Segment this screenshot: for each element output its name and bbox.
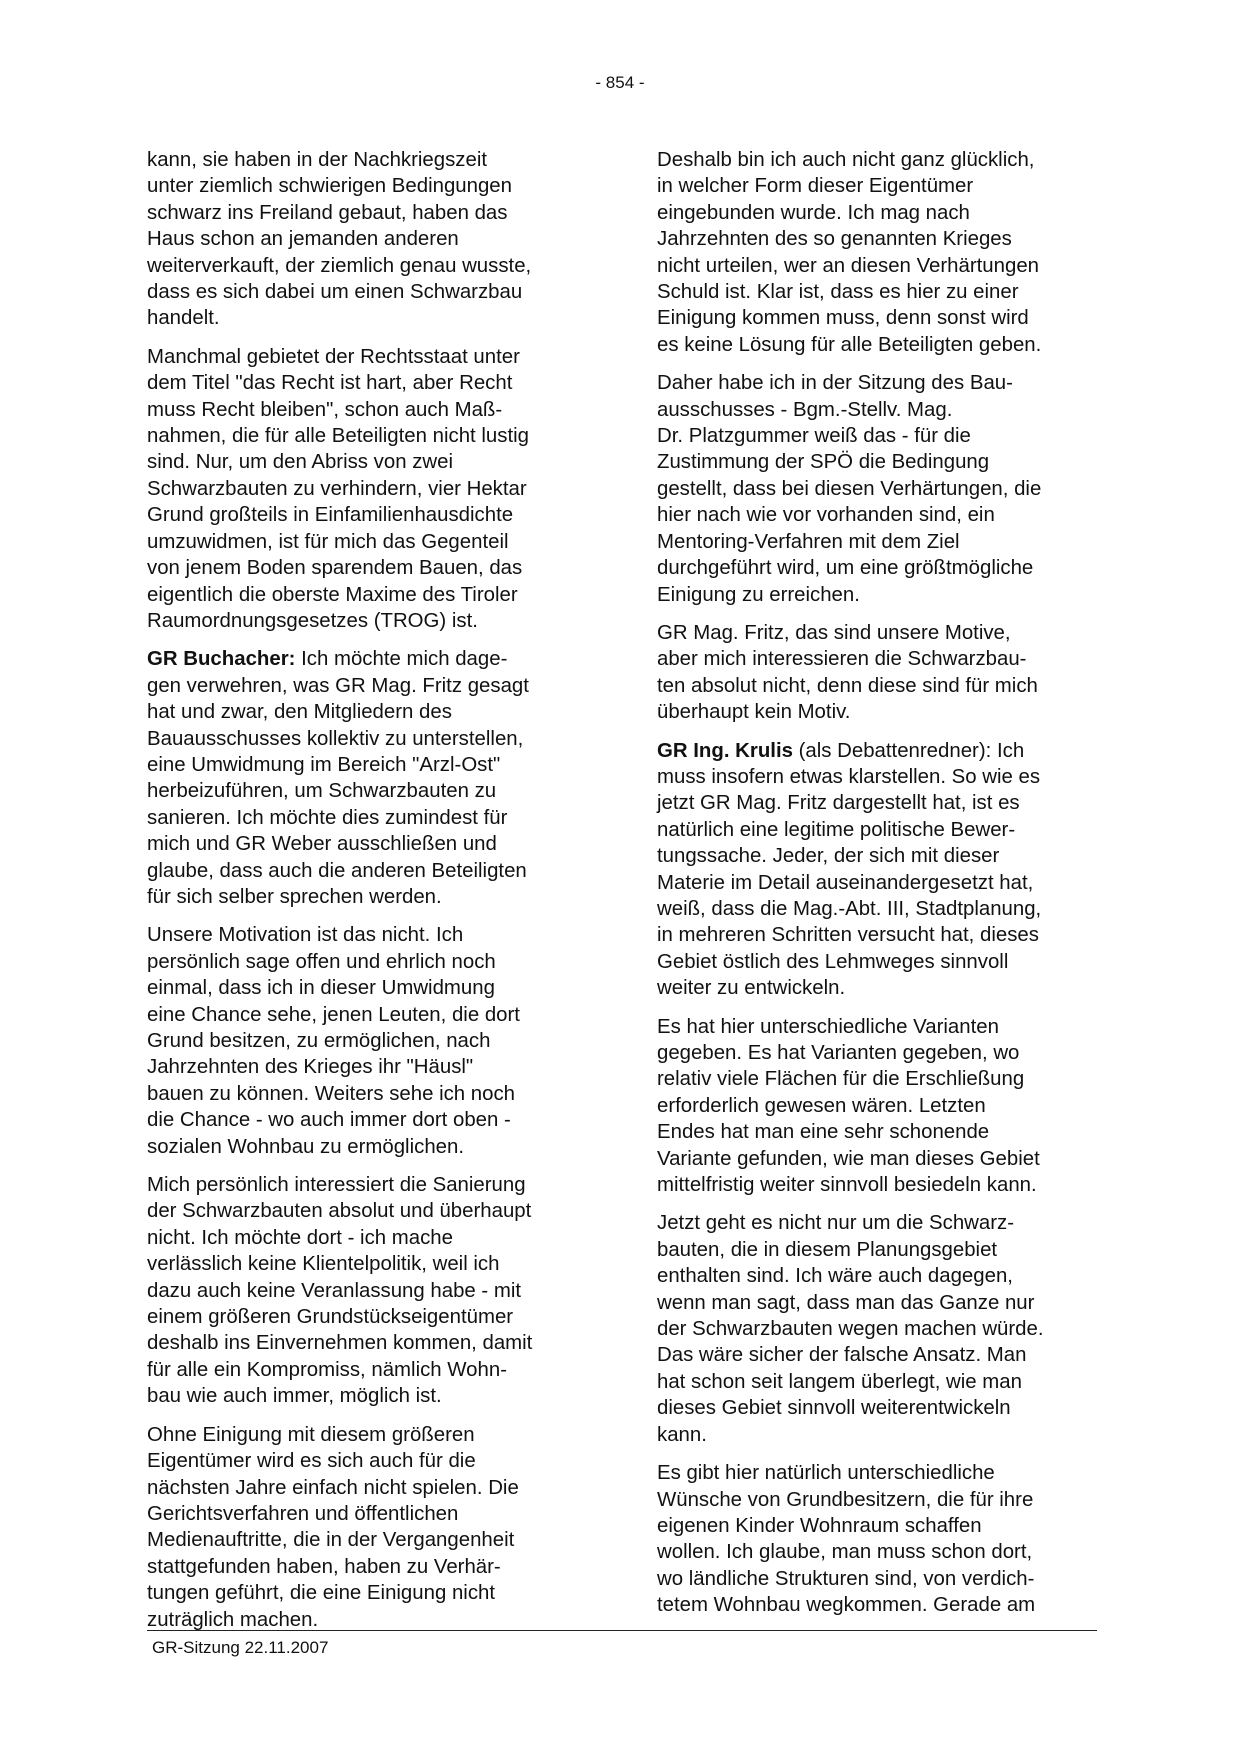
speaker-text: Ich möchte mich dage- xyxy=(295,648,508,671)
text-line: überhaupt kein Motiv. xyxy=(657,701,851,724)
text-line: Endes hat man eine sehr schonende xyxy=(657,1121,990,1144)
text-line: Bauausschusses kollektiv zu unterstellen, xyxy=(147,727,524,750)
text-line: Jetzt geht es nicht nur um die Schwarz- xyxy=(657,1212,1014,1235)
text-line: tungssache. Jeder, der sich mit dieser xyxy=(657,845,1000,868)
text-line: mittelfristig weiter sinnvoll besiedeln kann. xyxy=(657,1174,1037,1197)
text-line: deshalb ins Einvernehmen kommen, damit xyxy=(147,1332,533,1355)
footer-divider xyxy=(147,1630,1097,1631)
text-line: sozialen Wohnbau zu ermöglichen. xyxy=(147,1135,465,1158)
text-line: mich und GR Weber ausschließen und xyxy=(147,833,497,856)
text-line: gestellt, dass bei diesen Verhärtungen, die xyxy=(657,477,1042,500)
text-line: Einigung kommen muss, denn sonst wird xyxy=(657,307,1029,330)
text-line: schwarz ins Freiland gebaut, haben das xyxy=(147,201,508,224)
text-line: Daher habe ich in der Sitzung des Bau- xyxy=(657,372,1013,395)
text-line: gegeben. Es hat Varianten gegeben, wo xyxy=(657,1042,1020,1064)
text-line: nahmen, die für alle Beteiligten nicht lustig xyxy=(147,425,529,448)
text-line: durchgeführt wird, um eine größtmögliche xyxy=(657,557,1034,580)
paragraph xyxy=(147,147,592,332)
text-line: relativ viele Flächen für die Erschließung xyxy=(657,1068,1025,1091)
text-line: sanieren. Ich möchte dies zumindest für xyxy=(147,806,508,829)
text-line: bauen zu können. Weiters sehe ich noch xyxy=(147,1082,516,1105)
text-line: jetzt GR Mag. Fritz dargestellt hat, ist es xyxy=(657,792,1020,815)
text-line: erforderlich gewesen wären. Letzten xyxy=(657,1094,986,1117)
paragraph xyxy=(657,370,1102,608)
text-line: Dr. Platzgummer weiß das - für die xyxy=(657,425,971,448)
text-line: hat und zwar, den Mitgliedern des xyxy=(147,701,452,724)
text-line: hat schon seit langem überlegt, wie man xyxy=(657,1370,1022,1393)
right-column xyxy=(657,147,1102,1631)
paragraph xyxy=(657,620,1102,726)
text-line: muss Recht bleiben", schon auch Maß- xyxy=(147,398,503,421)
paragraph xyxy=(657,1014,1102,1199)
paragraph xyxy=(147,344,592,634)
text-line: für sich selber sprechen werden. xyxy=(147,885,442,908)
text-line: hier nach wie vor vorhanden sind, ein xyxy=(657,504,995,527)
text-line: Zustimmung der SPÖ die Bedingung xyxy=(657,451,990,474)
text-line: Raumordnungsgesetzes (TROG) ist. xyxy=(147,609,478,632)
text-line: in mehreren Schritten versucht hat, dieses xyxy=(657,924,1039,947)
text-line: Gerichtsverfahren und öffentlichen xyxy=(147,1502,459,1525)
text-line: dass es sich dabei um einen Schwarzbau xyxy=(147,281,523,304)
footer-session-date: GR-Sitzung 22.11.2007 xyxy=(152,1638,329,1657)
text-line: von jenem Boden sparendem Bauen, das xyxy=(147,557,523,580)
text-line xyxy=(657,738,1102,764)
text-line: einem größeren Grundstückseigentümer xyxy=(147,1306,514,1329)
text-line: Das wäre sicher der falsche Ansatz. Man xyxy=(657,1344,1027,1367)
paragraph xyxy=(147,646,592,910)
text-line: Einigung zu erreichen. xyxy=(657,583,860,606)
text-line: bauten, die in diesem Planungsgebiet xyxy=(657,1238,998,1261)
text-line: einmal, dass ich in dieser Umwidmung xyxy=(147,977,495,1000)
text-line: dazu auch keine Veranlassung habe - mit xyxy=(147,1279,522,1302)
speaker-text: (als Debattenredner): Ich xyxy=(792,739,1025,762)
text-line: nicht. Ich möchte dort - ich mache xyxy=(147,1226,453,1249)
text-line: Grund besitzen, zu ermöglichen, nach xyxy=(147,1030,491,1052)
text-line: muss insofern etwas klarstellen. So wie es xyxy=(657,765,1041,788)
text-line: nicht urteilen, wer an diesen Verhärtungen xyxy=(657,254,1040,277)
text-line: für alle ein Kompromiss, nämlich Wohn- xyxy=(147,1358,507,1381)
text-line: ausschusses - Bgm.-Stellv. Mag. xyxy=(657,398,953,421)
text-line: stattgefunden haben, haben zu Verhär- xyxy=(147,1555,501,1578)
page-number: - 854 - xyxy=(595,73,645,92)
text-line: aber mich interessieren die Schwarzbau- xyxy=(657,648,1027,671)
text-line: zuträglich machen. xyxy=(147,1608,319,1631)
text-line: umzuwidmen, ist für mich das Gegenteil xyxy=(147,530,509,553)
text-line: tetem Wohnbau wegkommen. Gerade am xyxy=(657,1594,1036,1617)
paragraph xyxy=(657,738,1102,1002)
paragraph xyxy=(657,1460,1102,1618)
text-line: verlässlich keine Klientelpolitik, weil ich xyxy=(147,1253,500,1276)
text-line: eigenen Kinder Wohnraum schaffen xyxy=(657,1514,982,1537)
text-line: eine Chance sehe, jenen Leuten, die dort xyxy=(147,1003,520,1026)
text-line: bau wie auch immer, möglich ist. xyxy=(147,1385,442,1408)
text-line: Gebiet östlich des Lehmweges sinnvoll xyxy=(657,950,1009,973)
text-line: herbeizuführen, um Schwarzbauten zu xyxy=(147,780,497,803)
text-line: Es gibt hier natürlich unterschiedliche xyxy=(657,1462,995,1485)
paragraph xyxy=(147,922,592,1160)
text-line: Mich persönlich interessiert die Sanierung xyxy=(147,1174,526,1197)
text-line: Medienauftritte, die in der Vergangenheit xyxy=(147,1529,515,1552)
text-line: nächsten Jahre einfach nicht spielen. Die xyxy=(147,1476,519,1499)
text-line: Jahrzehnten des Krieges ihr "Häusl" xyxy=(147,1056,474,1079)
paragraph xyxy=(657,147,1102,358)
text-line: Deshalb bin ich auch nicht ganz glücklich, xyxy=(657,149,1035,171)
text-line: Jahrzehnten des so genannten Krieges xyxy=(657,228,1012,251)
text-line: Manchmal gebietet der Rechtsstaat unter xyxy=(147,345,520,368)
text-line: persönlich sage offen und ehrlich noch xyxy=(147,950,496,973)
text-line: weiter zu entwickeln. xyxy=(657,977,846,1000)
text-line: dem Titel "das Recht ist hart, aber Recht xyxy=(147,372,513,395)
text-line: Eigentümer wird es sich auch für die xyxy=(147,1450,476,1473)
text-line: gen verwehren, was GR Mag. Fritz gesagt xyxy=(147,674,529,697)
text-line: ten absolut nicht, denn diese sind für mich xyxy=(657,674,1038,697)
text-line: tungen geführt, die eine Einigung nicht xyxy=(147,1582,496,1605)
left-column xyxy=(147,147,592,1645)
text-line: Unsere Motivation ist das nicht. Ich xyxy=(147,924,464,947)
text-line: die Chance - wo auch immer dort oben - xyxy=(147,1109,511,1132)
text-line: eine Umwidmung im Bereich "Arzl-Ost" xyxy=(147,753,501,776)
text-line: Grund großteils in Einfamilienhausdichte xyxy=(147,504,514,527)
text-line: Variante gefunden, wie man dieses Gebiet xyxy=(657,1147,1040,1170)
text-line: der Schwarzbauten absolut und überhaupt xyxy=(147,1200,532,1223)
text-line: eingebunden wurde. Ich mag nach xyxy=(657,201,970,224)
speaker-name: GR Buchacher: xyxy=(147,648,296,671)
text-line: Haus schon an jemanden anderen xyxy=(147,228,459,251)
paragraph xyxy=(147,1172,592,1410)
text-line: glaube, dass auch die anderen Beteiligten xyxy=(147,859,527,882)
text-line: Ohne Einigung mit diesem größeren xyxy=(147,1423,475,1446)
text-line: Wünsche von Grundbesitzern, die für ihre xyxy=(657,1488,1034,1511)
text-line: Schwarzbauten zu verhindern, vier Hektar xyxy=(147,477,527,500)
text-line: sind. Nur, um den Abriss von zwei xyxy=(147,451,453,474)
text-line: GR Mag. Fritz, das sind unsere Motive, xyxy=(657,621,1011,644)
text-line: Mentoring-Verfahren mit dem Ziel xyxy=(657,530,960,553)
text-line: unter ziemlich schwierigen Bedingungen xyxy=(147,175,512,198)
text-line: es keine Lösung für alle Beteiligten geben. xyxy=(657,333,1042,356)
text-line: Es hat hier unterschiedliche Varianten xyxy=(657,1015,999,1038)
text-line: in welcher Form dieser Eigentümer xyxy=(657,175,974,198)
text-line: dieses Gebiet sinnvoll weiterentwickeln xyxy=(657,1397,1011,1420)
paragraph xyxy=(147,1422,592,1633)
text-line: wollen. Ich glaube, man muss schon dort, xyxy=(657,1541,1033,1564)
text-line: eigentlich die oberste Maxime des Tiroler xyxy=(147,583,518,606)
speaker-name: GR Ing. Krulis xyxy=(657,739,793,762)
text-line: kann, sie haben in der Nachkriegszeit xyxy=(147,149,488,171)
text-line: wenn man sagt, dass man das Ganze nur xyxy=(657,1291,1035,1314)
text-line: natürlich eine legitime politische Bewer- xyxy=(657,818,1016,841)
text-line: wo ländliche Strukturen sind, von verdich- xyxy=(657,1567,1035,1590)
text-line xyxy=(147,646,592,672)
text-line: weiterverkauft, der ziemlich genau wusste, xyxy=(147,254,532,277)
text-line: weiß, dass die Mag.-Abt. III, Stadtplanung, xyxy=(657,897,1042,920)
text-line: enthalten sind. Ich wäre auch dagegen, xyxy=(657,1265,1013,1288)
text-line: kann. xyxy=(657,1423,707,1446)
paragraph xyxy=(657,1210,1102,1448)
text-line: Materie im Detail auseinandergesetzt hat, xyxy=(657,871,1034,894)
text-line: Schuld ist. Klar ist, dass es hier zu einer xyxy=(657,281,1019,304)
text-line: handelt. xyxy=(147,307,220,330)
text-line: der Schwarzbauten wegen machen würde. xyxy=(657,1318,1044,1341)
